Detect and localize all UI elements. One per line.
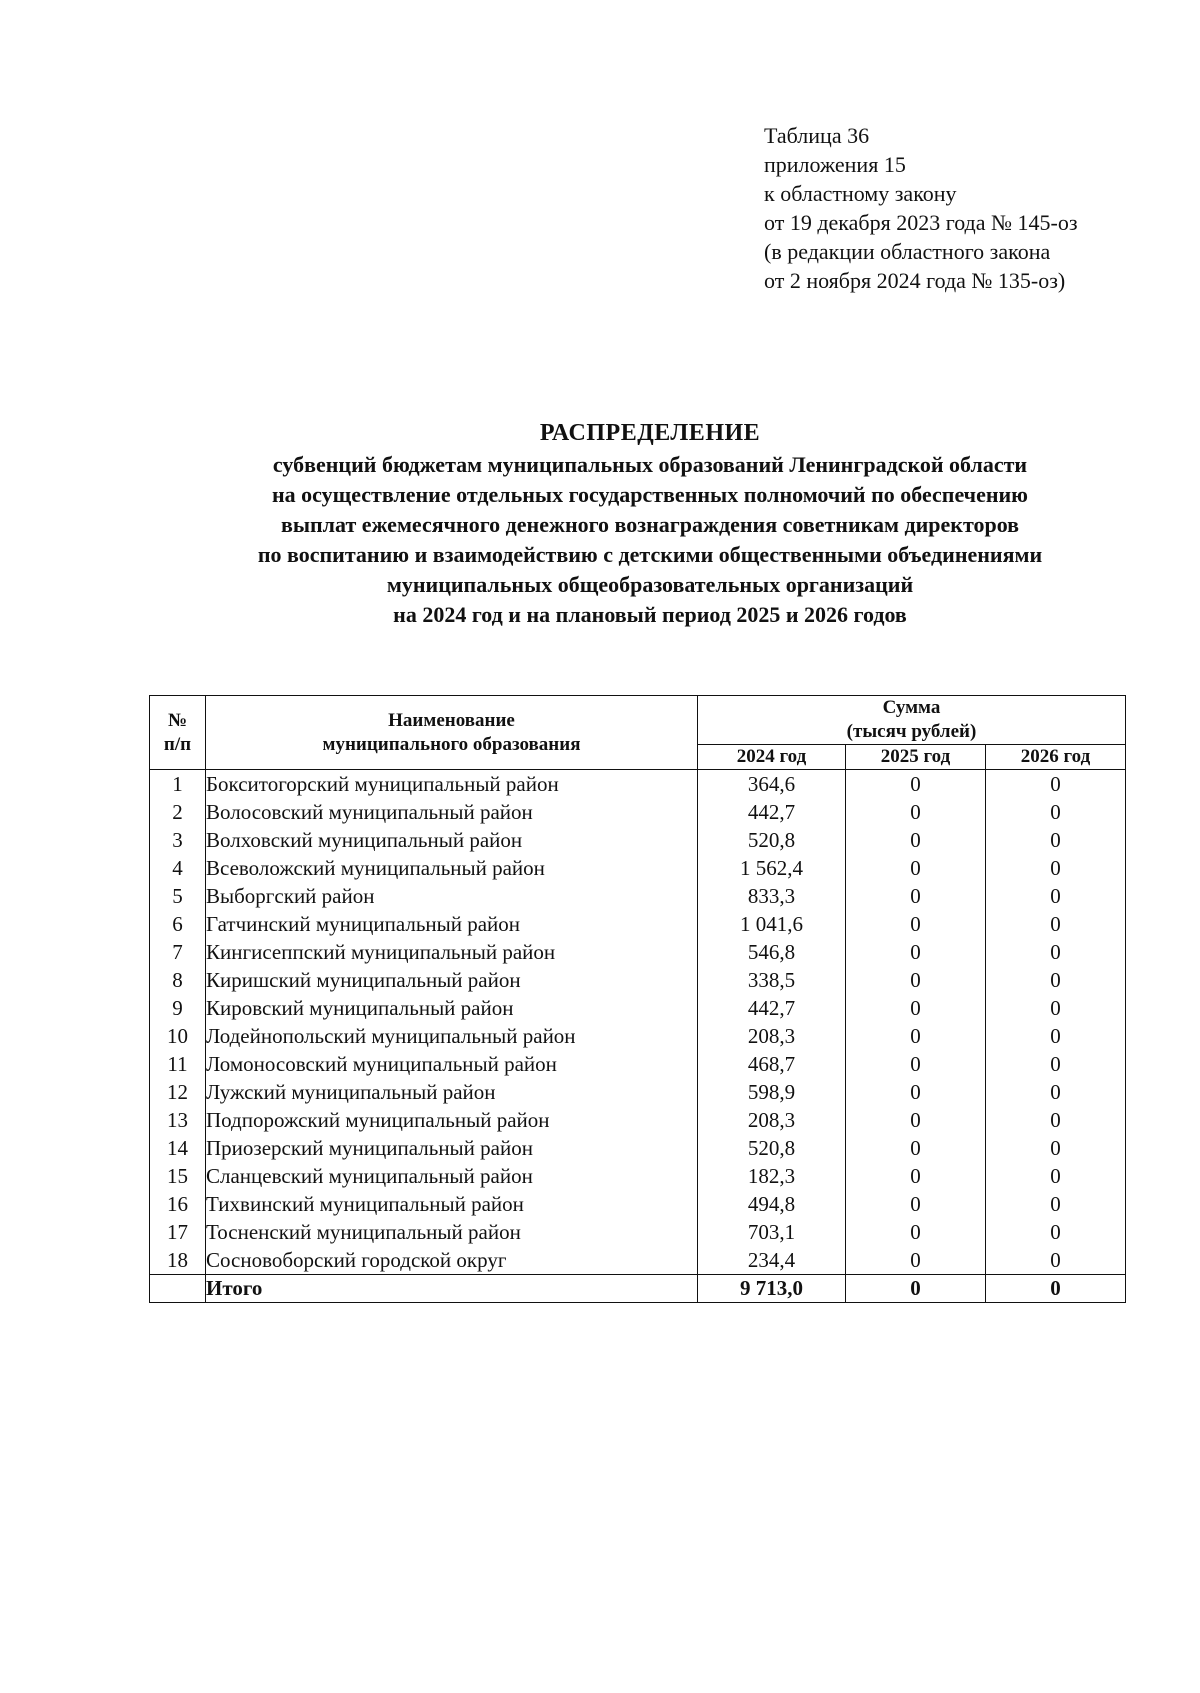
distribution-table [149, 695, 1126, 1303]
row-amount-2026: 0 [986, 826, 1126, 854]
table-row [150, 798, 1126, 826]
row-municipality-name: Бокситогорский муниципальный район [206, 770, 698, 799]
total-2025: 0 [846, 1275, 986, 1303]
row-amount-2026: 0 [986, 1078, 1126, 1106]
header-year-2026: 2026 год [986, 745, 1126, 770]
title-line: по воспитанию и взаимодействию с детскими общественными объединениями [257, 542, 1043, 567]
table-row [150, 1190, 1126, 1218]
row-amount-2026: 0 [986, 938, 1126, 966]
row-amount-2025: 0 [846, 1246, 986, 1275]
row-number: 7 [150, 938, 206, 966]
row-municipality-name: Тосненский муниципальный район [206, 1218, 698, 1246]
row-amount-2024: 208,3 [698, 1022, 846, 1050]
row-amount-2024: 234,4 [698, 1246, 846, 1275]
header-year-2025: 2025 год [846, 745, 986, 770]
total-row [150, 1275, 1126, 1303]
annex-line-edition: (в редакции областного закона [764, 239, 1051, 264]
total-2026: 0 [986, 1275, 1126, 1303]
header-name-line1: Наименование [388, 709, 515, 731]
row-amount-2026: 0 [986, 1162, 1126, 1190]
row-number: 16 [150, 1190, 206, 1218]
row-amount-2026: 0 [986, 1022, 1126, 1050]
title-line: муниципальных общеобразовательных организаций [386, 572, 914, 597]
table-row [150, 938, 1126, 966]
row-amount-2024: 833,3 [698, 882, 846, 910]
row-municipality-name: Выборгский район [206, 882, 698, 910]
row-number: 14 [150, 1134, 206, 1162]
row-amount-2024: 1 562,4 [698, 854, 846, 882]
row-number: 5 [150, 882, 206, 910]
row-amount-2024: 546,8 [698, 938, 846, 966]
row-number: 18 [150, 1246, 206, 1275]
title-line: на 2024 год и на плановый период 2025 и 2026 годов [393, 602, 907, 627]
row-amount-2024: 520,8 [698, 1134, 846, 1162]
row-amount-2024: 1 041,6 [698, 910, 846, 938]
row-amount-2024: 703,1 [698, 1218, 846, 1246]
table-row [150, 1162, 1126, 1190]
annex-line-law: к областному закону [764, 181, 957, 206]
header-year-2024: 2024 год [698, 745, 846, 770]
table-row [150, 1134, 1126, 1162]
row-amount-2024: 364,6 [698, 770, 846, 799]
row-number: 10 [150, 1022, 206, 1050]
table-row [150, 882, 1126, 910]
row-amount-2025: 0 [846, 910, 986, 938]
row-amount-2025: 0 [846, 1078, 986, 1106]
header-sum-line1: Сумма [882, 697, 941, 718]
row-municipality-name: Лодейнопольский муниципальный район [206, 1022, 698, 1050]
row-municipality-name: Кировский муниципальный район [206, 994, 698, 1022]
row-number: 12 [150, 1078, 206, 1106]
table-row [150, 1050, 1126, 1078]
row-municipality-name: Лужский муниципальный район [206, 1078, 698, 1106]
annex-line-edition-date: от 2 ноября 2024 года № 135-оз) [764, 268, 1066, 293]
table-row [150, 966, 1126, 994]
row-municipality-name: Сосновоборский городской округ [206, 1246, 698, 1275]
row-amount-2026: 0 [986, 854, 1126, 882]
annex-line-table-number: Таблица 36 [764, 123, 870, 148]
row-amount-2024: 520,8 [698, 826, 846, 854]
row-amount-2025: 0 [846, 1190, 986, 1218]
row-amount-2024: 338,5 [698, 966, 846, 994]
row-amount-2024: 494,8 [698, 1190, 846, 1218]
table-row [150, 1078, 1126, 1106]
row-amount-2024: 182,3 [698, 1162, 846, 1190]
row-municipality-name: Волосовский муниципальный район [206, 798, 698, 826]
row-amount-2026: 0 [986, 910, 1126, 938]
row-amount-2025: 0 [846, 1106, 986, 1134]
total-number-cell [150, 1275, 206, 1303]
row-amount-2026: 0 [986, 966, 1126, 994]
total-label: Итого [206, 1275, 698, 1303]
row-amount-2025: 0 [846, 882, 986, 910]
row-amount-2025: 0 [846, 1162, 986, 1190]
row-amount-2026: 0 [986, 994, 1126, 1022]
table-row [150, 854, 1126, 882]
title-line: на осуществление отдельных государственных полномочий по обеспечению [271, 482, 1028, 507]
row-number: 8 [150, 966, 206, 994]
document-title [130, 418, 1170, 630]
table-row [150, 1022, 1126, 1050]
row-number: 11 [150, 1050, 206, 1078]
row-amount-2025: 0 [846, 994, 986, 1022]
table-row [150, 994, 1126, 1022]
row-amount-2026: 0 [986, 882, 1126, 910]
header-number-line1: № [167, 709, 188, 731]
row-amount-2026: 0 [986, 1190, 1126, 1218]
row-municipality-name: Ломоносовский муниципальный район [206, 1050, 698, 1078]
row-municipality-name: Киришский муниципальный район [206, 966, 698, 994]
row-amount-2025: 0 [846, 1050, 986, 1078]
row-number: 13 [150, 1106, 206, 1134]
row-municipality-name: Гатчинский муниципальный район [206, 910, 698, 938]
row-number: 15 [150, 1162, 206, 1190]
row-number: 1 [150, 770, 206, 799]
row-number: 6 [150, 910, 206, 938]
row-amount-2024: 442,7 [698, 798, 846, 826]
row-amount-2025: 0 [846, 826, 986, 854]
row-amount-2025: 0 [846, 1134, 986, 1162]
table-row [150, 910, 1126, 938]
row-amount-2024: 208,3 [698, 1106, 846, 1134]
row-amount-2025: 0 [846, 1218, 986, 1246]
row-municipality-name: Сланцевский муниципальный район [206, 1162, 698, 1190]
table-row [150, 1246, 1126, 1275]
row-municipality-name: Кингисеппский муниципальный район [206, 938, 698, 966]
row-number: 3 [150, 826, 206, 854]
row-amount-2025: 0 [846, 938, 986, 966]
row-municipality-name: Волховский муниципальный район [206, 826, 698, 854]
table-body [150, 770, 1126, 1275]
row-amount-2025: 0 [846, 854, 986, 882]
row-number: 9 [150, 994, 206, 1022]
row-amount-2025: 0 [846, 1022, 986, 1050]
row-amount-2025: 0 [846, 798, 986, 826]
table-row [150, 1218, 1126, 1246]
row-amount-2024: 598,9 [698, 1078, 846, 1106]
row-municipality-name: Подпорожский муниципальный район [206, 1106, 698, 1134]
row-amount-2026: 0 [986, 770, 1126, 799]
row-amount-2026: 0 [986, 1106, 1126, 1134]
title-main: РАСПРЕДЕЛЕНИЕ [539, 420, 761, 446]
table-row [150, 826, 1126, 854]
row-amount-2024: 468,7 [698, 1050, 846, 1078]
row-municipality-name: Приозерский муниципальный район [206, 1134, 698, 1162]
header-name-line2: муниципального образования [322, 733, 581, 755]
table-row [150, 1106, 1126, 1134]
row-amount-2026: 0 [986, 798, 1126, 826]
row-municipality-name: Тихвинский муниципальный район [206, 1190, 698, 1218]
annex-reference [764, 121, 1078, 295]
annex-line-appendix: приложения 15 [764, 152, 906, 177]
annex-line-law-date: от 19 декабря 2023 года № 145-оз [764, 210, 1078, 235]
title-line: субвенций бюджетам муниципальных образований Ленинградской области [272, 452, 1028, 477]
header-sum [698, 696, 1126, 745]
row-amount-2026: 0 [986, 1134, 1126, 1162]
row-amount-2024: 442,7 [698, 994, 846, 1022]
table-row [150, 770, 1126, 799]
row-amount-2026: 0 [986, 1218, 1126, 1246]
row-amount-2026: 0 [986, 1050, 1126, 1078]
row-amount-2026: 0 [986, 1246, 1126, 1275]
row-amount-2025: 0 [846, 966, 986, 994]
header-number [150, 696, 206, 770]
row-number: 17 [150, 1218, 206, 1246]
row-number: 4 [150, 854, 206, 882]
row-number: 2 [150, 798, 206, 826]
row-amount-2025: 0 [846, 770, 986, 799]
header-sum-line2: (тысяч рублей) [846, 721, 977, 742]
header-number-line2: п/п [163, 733, 192, 755]
total-2024: 9 713,0 [698, 1275, 846, 1303]
title-line: выплат ежемесячного денежного вознаграждения советникам директоров [280, 512, 1020, 537]
header-name [206, 696, 698, 770]
row-municipality-name: Всеволожский муниципальный район [206, 854, 698, 882]
